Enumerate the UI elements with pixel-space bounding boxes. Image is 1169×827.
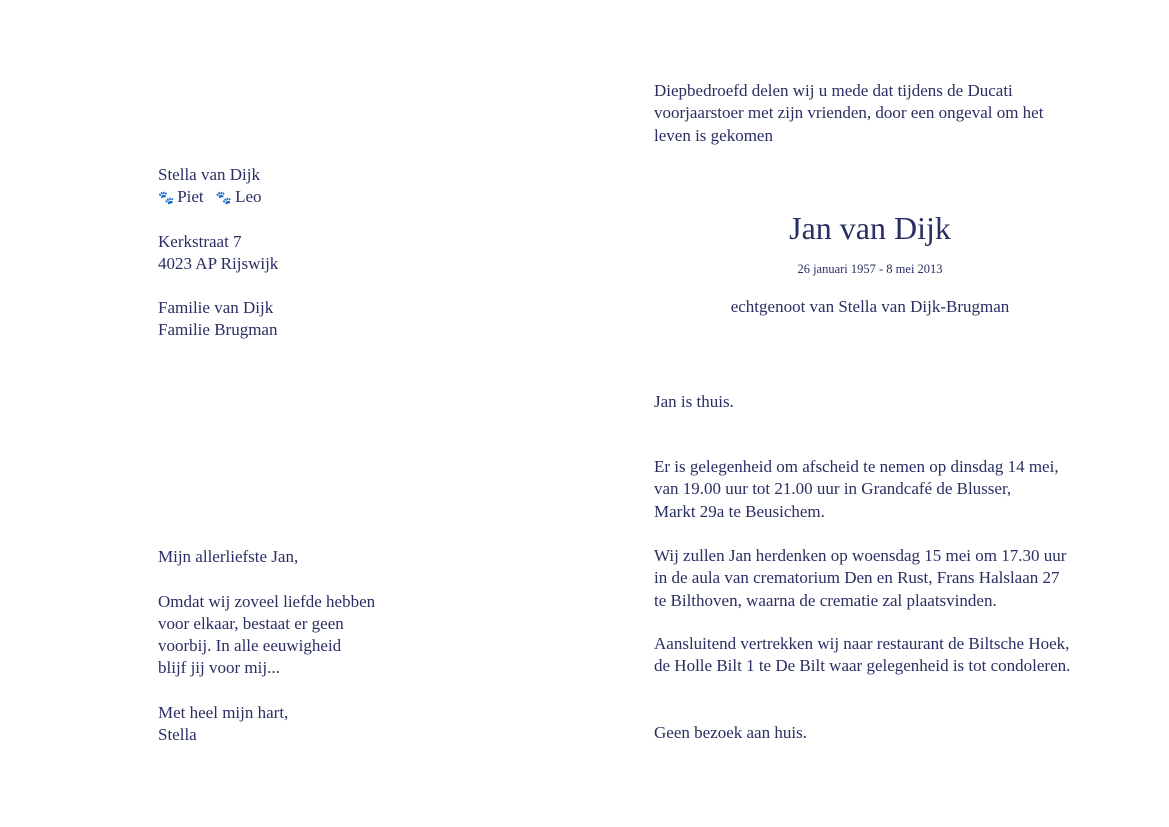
letter-signature: Stella <box>158 725 197 745</box>
farewell-details <box>654 456 1059 523</box>
letter-line: blijf jij voor mij... <box>158 658 280 678</box>
farewell-line: Er is gelegenheid om afscheid te nemen op dinsdag 14 mei, <box>654 457 1059 476</box>
family-line: Familie Brugman <box>158 320 278 340</box>
condolence-line: Aansluitend vertrekken wij naar restaurant de Biltsche Hoek, <box>654 634 1070 653</box>
intro-line: Diepbedroefd delen wij u mede dat tijdens de Ducati <box>654 81 1013 100</box>
life-dates: 26 januari 1957 - 8 mei 2013 <box>797 262 943 276</box>
intro-line: leven is gekomen <box>654 125 773 145</box>
address-street: Kerkstraat 7 <box>158 232 242 251</box>
paw-print-icon: 🐾 <box>158 190 175 206</box>
thuis-line: Jan is thuis. <box>654 392 734 411</box>
farewell-line: Markt 29a te Beusichem. <box>654 501 825 521</box>
deceased-block <box>654 208 1086 318</box>
memorial-details <box>654 545 1066 612</box>
no-visit-note <box>654 722 807 744</box>
pets-line <box>158 186 262 209</box>
farewell-line: van 19.00 uur tot 21.00 uur in Grandcafé de Blusser, <box>654 479 1012 499</box>
announcement-intro <box>654 80 1043 147</box>
pet-name-leo: Leo <box>235 187 262 207</box>
spouse-line: echtgenoot van Stella van Dijk-Brugman <box>730 297 1010 316</box>
letter-line: voorbij. In alle eeuwigheid <box>158 636 342 656</box>
families-block <box>158 297 277 342</box>
condolence-details <box>654 633 1070 678</box>
paw-print-icon: 🐾 <box>215 190 233 206</box>
signers-block <box>158 164 262 210</box>
letter-line: Omdat wij zoveel liefde hebben <box>158 591 376 611</box>
personal-letter <box>158 546 375 747</box>
address-city: 4023 AP Rijswijk <box>158 254 279 274</box>
memorial-line: Wij zullen Jan herdenken op woensdag 15 mei om 17.30 uur <box>654 546 1067 565</box>
letter-line: voor elkaar, bestaat er geen <box>158 613 344 633</box>
family-line: Familie van Dijk <box>158 298 274 317</box>
memorial-line: in de aula van crematorium Den en Rust, Frans Halslaan 27 <box>654 568 1060 588</box>
letter-closing: Met heel mijn hart, <box>158 703 289 723</box>
signer-name: Stella van Dijk <box>158 165 260 184</box>
thuis-note <box>654 391 734 413</box>
letter-salutation: Mijn allerliefste Jan, <box>158 547 299 566</box>
address-block <box>158 231 278 276</box>
condolence-line: de Holle Bilt 1 te De Bilt waar gelegenheid is tot condoleren. <box>654 656 1071 676</box>
no-visit-line: Geen bezoek aan huis. <box>654 723 807 742</box>
deceased-name: Jan van Dijk <box>789 210 951 246</box>
memorial-line: te Bilthoven, waarna de crematie zal plaatsvinden. <box>654 590 997 610</box>
intro-line: voorjaarstoer met zijn vrienden, door een ongeval om het <box>654 103 1044 123</box>
pet-name-piet: Piet <box>177 187 204 207</box>
